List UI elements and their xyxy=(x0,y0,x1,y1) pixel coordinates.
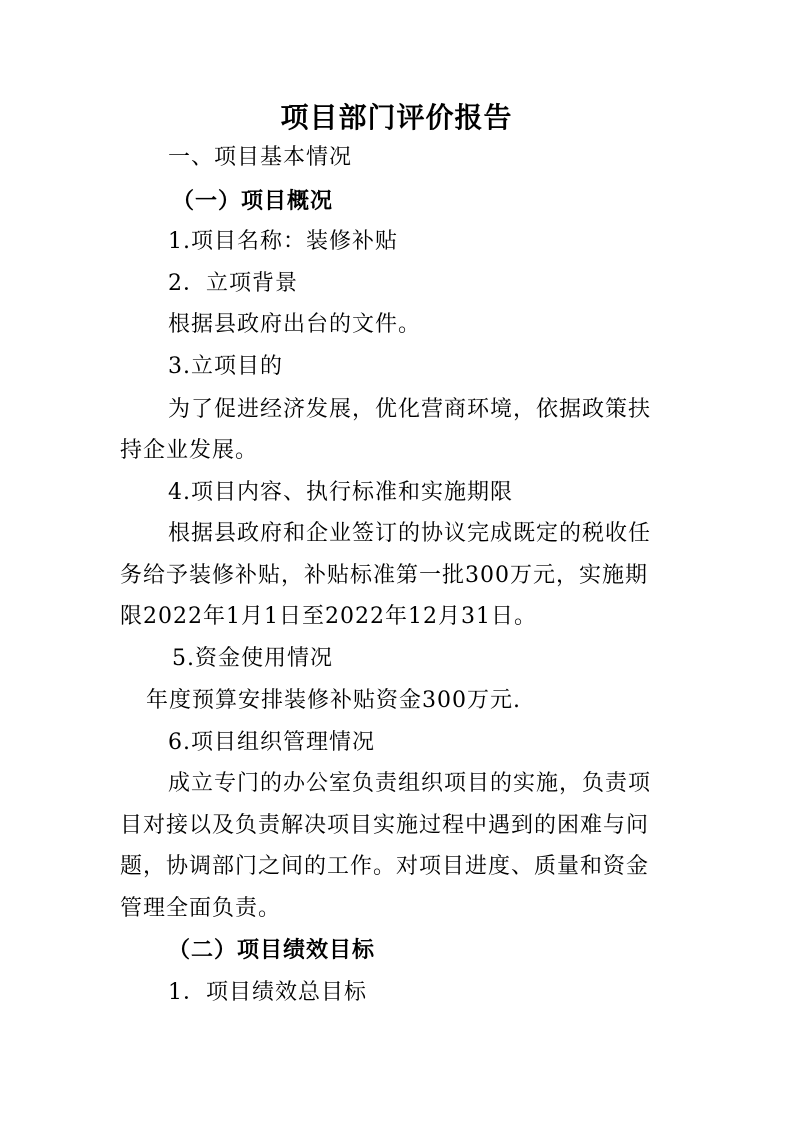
paragraph-text: 务给予装修补贴，补贴标准第一批300万元，实施期 xyxy=(120,563,648,588)
paragraph-text: 限2022年1月1日至2022年12月31日。 xyxy=(120,604,537,629)
list-item: 5.资金使用情况 xyxy=(172,646,333,671)
list-item: 6.项目组织管理情况 xyxy=(168,730,375,755)
paragraph-text: 年度预算安排装修补贴资金300万元. xyxy=(146,688,521,713)
list-item: 1．项目绩效总目标 xyxy=(168,980,367,1005)
subsection-heading: （一）项目概况 xyxy=(172,188,334,214)
section-heading: 一、项目基本情况 xyxy=(168,145,353,170)
paragraph-text: 根据县政府出台的文件。 xyxy=(168,312,422,337)
document-title: 项目部门评价报告 xyxy=(280,101,513,134)
list-item: 1.项目名称：装修补贴 xyxy=(168,229,398,254)
paragraph-text: 成立专门的办公室负责组织项目的实施，负责项 xyxy=(168,771,652,796)
paragraph-text: 持企业发展。 xyxy=(120,438,259,463)
paragraph-text: 为了促进经济发展，优化营商环境，依据政策扶 xyxy=(168,397,652,422)
paragraph-text: 根据县政府和企业签订的协议完成既定的税收任 xyxy=(168,521,652,546)
subsection-heading: （二）项目绩效目标 xyxy=(168,937,376,963)
list-item: 3.立项目的 xyxy=(168,354,283,379)
paragraph-text: 题，协调部门之间的工作。对项目进度、质量和资金 xyxy=(120,854,650,879)
list-item: 2．立项背景 xyxy=(168,271,298,296)
paragraph-text: 目对接以及负责解决项目实施过程中遇到的困难与问 xyxy=(120,813,650,838)
list-item: 4.项目内容、执行标准和实施期限 xyxy=(168,480,513,505)
paragraph-text: 管理全面负责。 xyxy=(120,896,282,921)
